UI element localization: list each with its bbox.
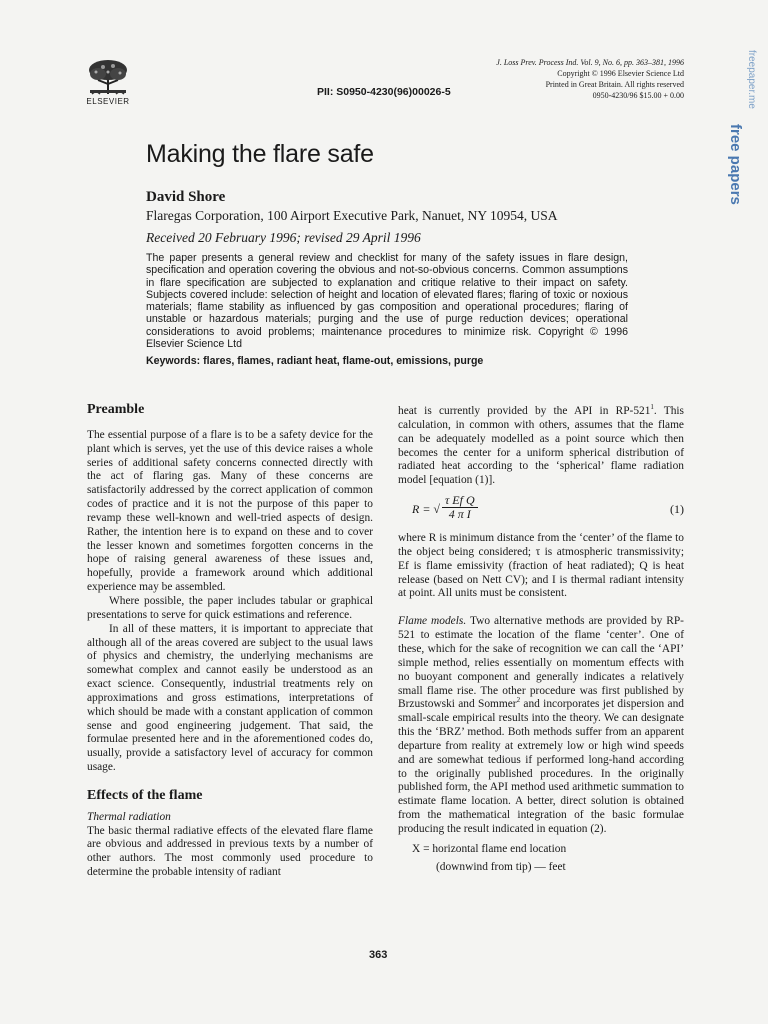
text-run: and incorporates jet dispersion and small-scale empirical results into the theory. We can designate this the ‘BRZ’ method. Both methods suffer from an apparent departure from reality at extremely low or high wind speeds and are somewhat tedious if performed long-hand according to the originally published procedures. In the originally published form, the API method used arithmetic summation to estimate flame location. A better, direct solution is obtained from the mathematical integration of the basic formulae producing the result indicated in equation (2).: [398, 698, 685, 835]
reference-marker: 2: [516, 696, 521, 705]
reference-marker: 1: [650, 403, 654, 412]
elsevier-logo: [84, 58, 132, 106]
article-title: Making the flare safe: [146, 140, 374, 168]
left-column: [87, 403, 373, 880]
elsevier-tree-icon: [86, 58, 130, 96]
paragraph: Where possible, the paper includes tabular or graphical presentations to serve for quick estimations and reference.: [87, 594, 373, 621]
author-name: David Shore: [146, 189, 226, 205]
equation-number: (1): [670, 502, 684, 517]
equation-denominator: 4 π I: [448, 507, 471, 522]
right-column: [398, 405, 684, 874]
paragraph: where R is minimum distance from the ‘center’ of the flame to the object being considered; τ is atmospheric transmissivity; Ef is flame emissivity (fraction of heat radiated); Q is heat release (based on Nett CV); and I is thermal radiant intensity at point. All units must be consistent.: [398, 532, 684, 600]
keywords: Keywords: flares, flames, radiant heat, flame-out, emissions, purge: [146, 355, 484, 367]
page-number: 363: [369, 949, 388, 961]
paragraph: [398, 405, 684, 488]
journal-line: Printed in Great Britain. All rights reserved: [545, 80, 684, 89]
received-dates: Received 20 February 1996; revised 29 April 1996: [146, 230, 421, 245]
journal-citation: [496, 57, 684, 101]
equation-1: [398, 494, 684, 530]
text-run: Two alternative methods are provided by RP-521 to estimate the location of the flame ‘center’. One of these, which for the sake of recognition we can call the ‘API’ simple method, relies essentially on momentum effects with no buoyant component and generally indicates a relatively small flame rise. The other procedure was first published by Brzustowski and Sommer: [398, 615, 684, 711]
watermark-sub: free papers: [727, 124, 744, 205]
text-run: heat is currently provided by the API in RP-521: [398, 405, 651, 417]
abstract: The paper presents a general review and checklist for many of the safety issues in flare design, specification and operation covering the obvious and not-so-obvious concerns. Common assumptions in flare specification are subjected to explanation and critique relative to their impact on safety. Subjects covered include: selection of height and location of elevated flares; flaring of toxic or noxious materials; flame stability as influenced by gas composition and operational procedures; flaring of unstable or hazardous materials; purging and the use of purge reduction devices; operational considerations to avoid problems; maintenance procedures to minimize risk. Copyright © 1996 Elsevier Science Ltd: [146, 252, 628, 351]
equation-fraction: [442, 494, 478, 521]
watermark-text: freepaper.me: [746, 50, 757, 109]
journal-line: 0950-4230/96 $15.00 + 0.00: [592, 91, 684, 100]
section-heading-effects: Effects of the flame: [87, 787, 203, 803]
subsection-heading-thermal: Thermal radiation: [87, 810, 171, 823]
paragraph: The essential purpose of a flare is to be a safety device for the plant which is serves, yet the use of this device raises a whole series of additional safety concerns connected directly with the act of flaring gas. Many of these concerns are satisfactorily addressed by the correct application of common codes of practice and it is not the purpose of this paper to revamp these well-known and well-tried aspects of design. Rather, the intention here is to expand on these and to cover the lesser known and sometimes forgotten concerns in the hope of raising general awareness of these issues and, hopefully, provide a framework around which additional experience may be assembled.: [87, 428, 373, 594]
variable-definition: X = horizontal flame end location: [412, 842, 567, 855]
paragraph-heading-flame-models: Flame models.: [398, 615, 467, 628]
pii-identifier: PII: S0950-4230(96)00026-5: [317, 86, 451, 98]
freepaper-watermark: [727, 42, 765, 205]
journal-line: J. Loss Prev. Process Ind. Vol. 9, No. 6, pp. 363–381, 1996: [496, 58, 684, 67]
variable-definition: (downwind from tip) — feet: [436, 860, 566, 873]
paragraph: In all of these matters, it is important to appreciate that although all of the areas covered are subject to the usual laws of physics and chemistry, the underlying mechanisms are somewhat complex and cannot easily be understood as an exact science. Consequently, industrial treatments rely on approximations and gross estimations, interpretations of which should be made with a constant application of common sense and good engineering judgement. That said, the formulae presented here and in the aforementioned codes do, usually, provide a satisfactory level of accuracy for common usage.: [87, 622, 373, 774]
equation-lhs: R = √: [412, 502, 441, 517]
equation-numerator: τ Ef Q: [442, 494, 478, 508]
section-heading-preamble: Preamble: [87, 402, 145, 417]
text-run: . This calculation, in common with others, assumes that the flame can be adequately modelled as a point source which then becomes the center for a uniform spherical distribution of radiated heat according to the ‘spherical’ flame radiation model [equation (1)].: [398, 405, 684, 487]
author-affiliation: Flaregas Corporation, 100 Airport Executive Park, Nanuet, NY 10954, USA: [146, 208, 558, 223]
paragraph: [398, 615, 684, 837]
journal-line: Copyright © 1996 Elsevier Science Ltd: [557, 69, 684, 78]
paragraph: The basic thermal radiative effects of the elevated flare flame are obvious and addressed in previous texts by a number of other authors. The most commonly used procedure to determine the probable intensity of radiant: [87, 824, 373, 879]
publisher-name: ELSEVIER: [86, 97, 130, 106]
